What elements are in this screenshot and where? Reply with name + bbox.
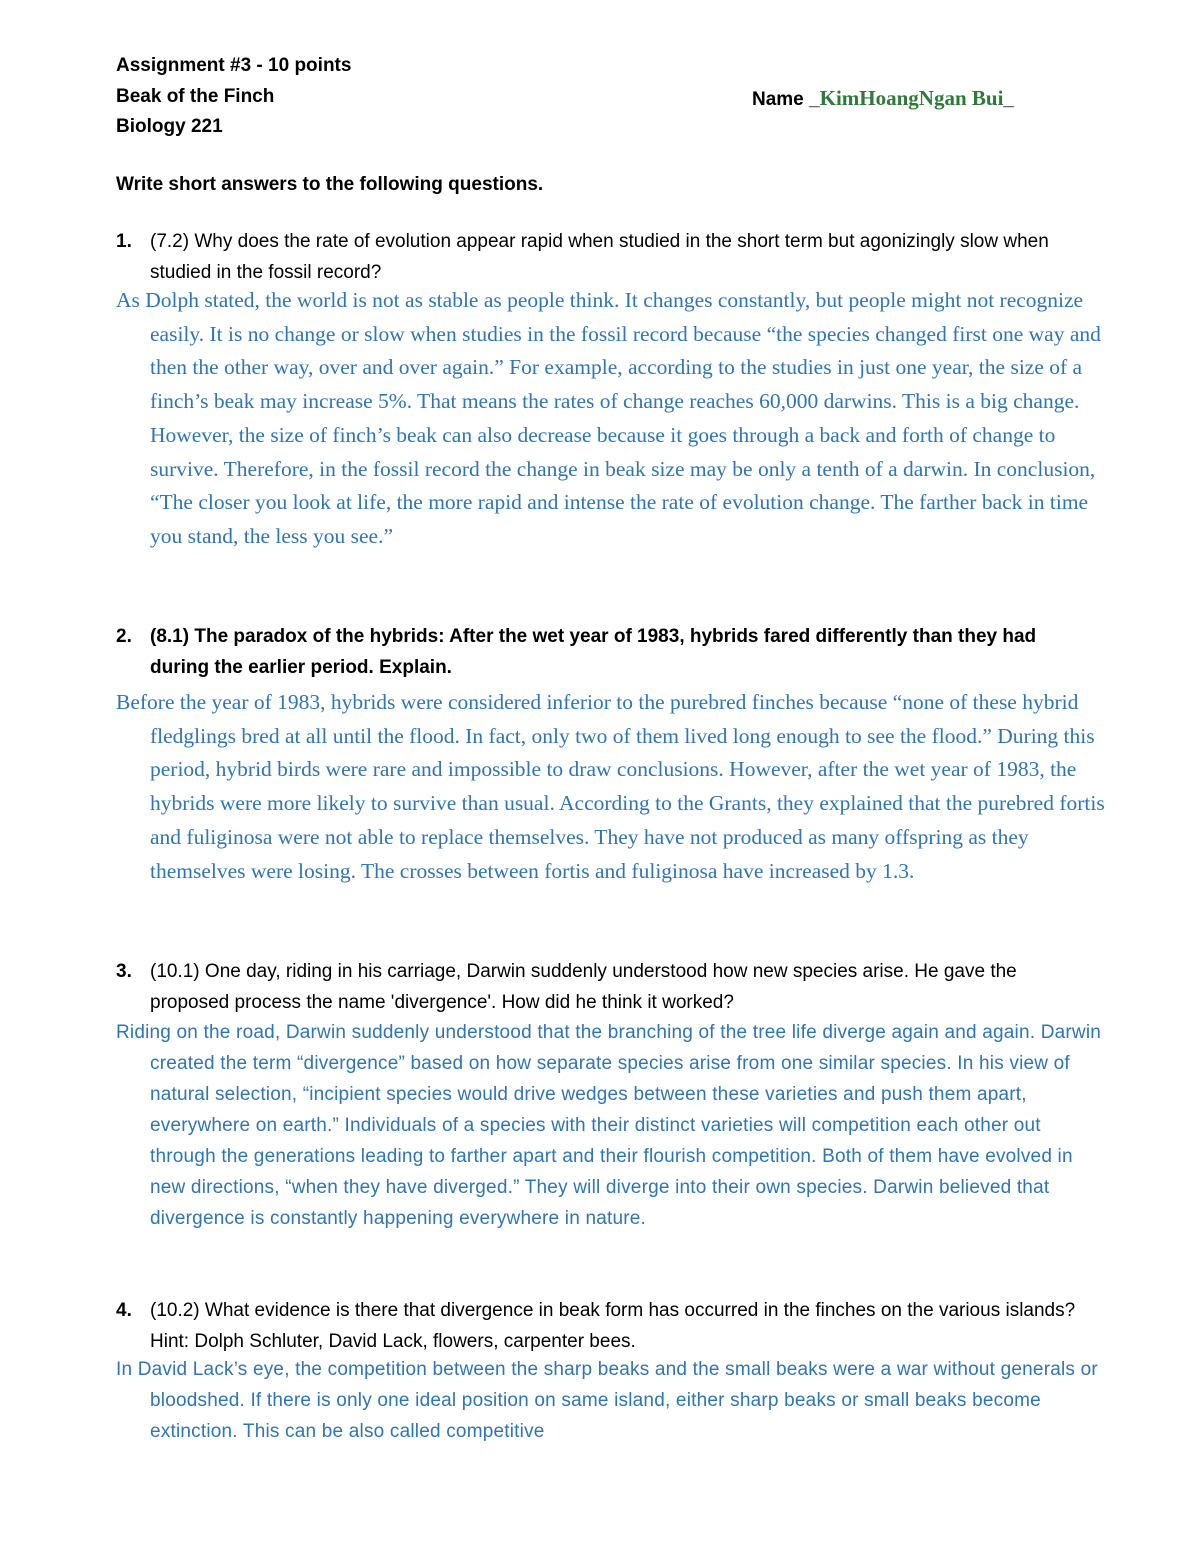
question-text xyxy=(150,621,1076,683)
assignment-title: Assignment #3 - 10 points xyxy=(116,55,352,76)
question-ref: (10.1) xyxy=(150,961,200,982)
answer-2: Before the year of 1983, hybrids were considered inferior to the purebred finches because “none of these hybrid fledglings bred at all until the flood. In fact, only two of them lived long enough to see the flood.” During this period, hybrid birds were rare and impossible to draw conclusions. However, after the wet year of 1983, the hybrids were more likely to survive than usual. According to the Grants, they explained that the purebred fortis and fuliginosa were not able to replace themselves. They have not produced as many offspring as they themselves were losing. The crosses between fortis and fuliginosa have increased by 1.3. xyxy=(116,690,1105,883)
question-ref: (10.2) xyxy=(150,1300,200,1321)
question-number: 1. xyxy=(116,231,132,252)
instructions: Write short answers to the following questions. xyxy=(116,174,544,195)
question-text xyxy=(150,1295,1076,1357)
name-line xyxy=(752,86,1014,111)
name-label: Name _ xyxy=(752,89,820,110)
question-body: What evidence is there that divergence in beak form has occurred in the finches on the various islands? Hint: Dolph Schluter, David Lack, flowers, carpenter bees. xyxy=(150,1300,1076,1352)
student-name: KimHoangNgan Bui xyxy=(819,86,1004,110)
question-1 xyxy=(116,226,1076,288)
question-text xyxy=(150,956,1076,1018)
question-body: One day, riding in his carriage, Darwin suddenly understood how new species arise. He gave the proposed process the name 'divergence'. How did he think it worked? xyxy=(150,961,1017,1013)
question-number: 3. xyxy=(116,961,132,982)
name-suffix: _ xyxy=(1003,89,1014,110)
answer-3: Riding on the road, Darwin suddenly understood that the branching of the tree life diverge again and again. Darwin created the term “divergence” based on how separate species arise from one similar species. In his view of natural selection, “incipient species would drive wedges between these varieties and push them apart, everywhere on earth.” Individuals of a species with their distinct varieties will competition each other out through the generations leading to farther apart and their flourish competition. Both of them have evolved in new directions, “when they have diverged.” They will diverge into their own species. Darwin believed that divergence is constantly happening everywhere in nature. xyxy=(116,1022,1102,1229)
question-body: Why does the rate of evolution appear rapid when studied in the short term but agonizingly slow when studied in the fossil record? xyxy=(150,231,1049,283)
question-number: 2. xyxy=(116,626,132,647)
question-text xyxy=(150,226,1076,288)
question-3 xyxy=(116,956,1076,1018)
question-4 xyxy=(116,1295,1076,1357)
question-number: 4. xyxy=(116,1300,132,1321)
question-body: The paradox of the hybrids: After the wet year of 1983, hybrids fared differently than they had during the earlier period. Explain. xyxy=(150,626,1037,678)
answer-1: As Dolph stated, the world is not as stable as people think. It changes constantly, but people might not recognize easily. It is no change or slow when studies in the fossil record because “the species changed first one way and then the other way, over and over again.” For example, according to the studies in just one year, the size of a finch’s beak may increase 5%. That means the rates of change reaches 60,000 darwins. This is a big change. However, the size of finch’s beak can also decrease because it goes through a back and forth of change to survive. Therefore, in the fossil record the change in beak size may be only a tenth of a darwin. In conclusion, “The closer you look at life, the more rapid and intense the rate of evolution change. The farther back in time you stand, the less you see.” xyxy=(116,288,1101,548)
question-ref: (7.2) xyxy=(150,231,190,252)
course-name: Biology 221 xyxy=(116,116,223,137)
question-2 xyxy=(116,621,1076,683)
document-title: Beak of the Finch xyxy=(116,86,275,107)
question-ref: (8.1) xyxy=(150,626,190,647)
answer-4: In David Lack’s eye, the competition between the sharp beaks and the small beaks were a war without generals or bloodshed. If there is only one ideal position on same island, either sharp beaks or small beaks become extinction. This can be also called competitive xyxy=(116,1359,1098,1442)
